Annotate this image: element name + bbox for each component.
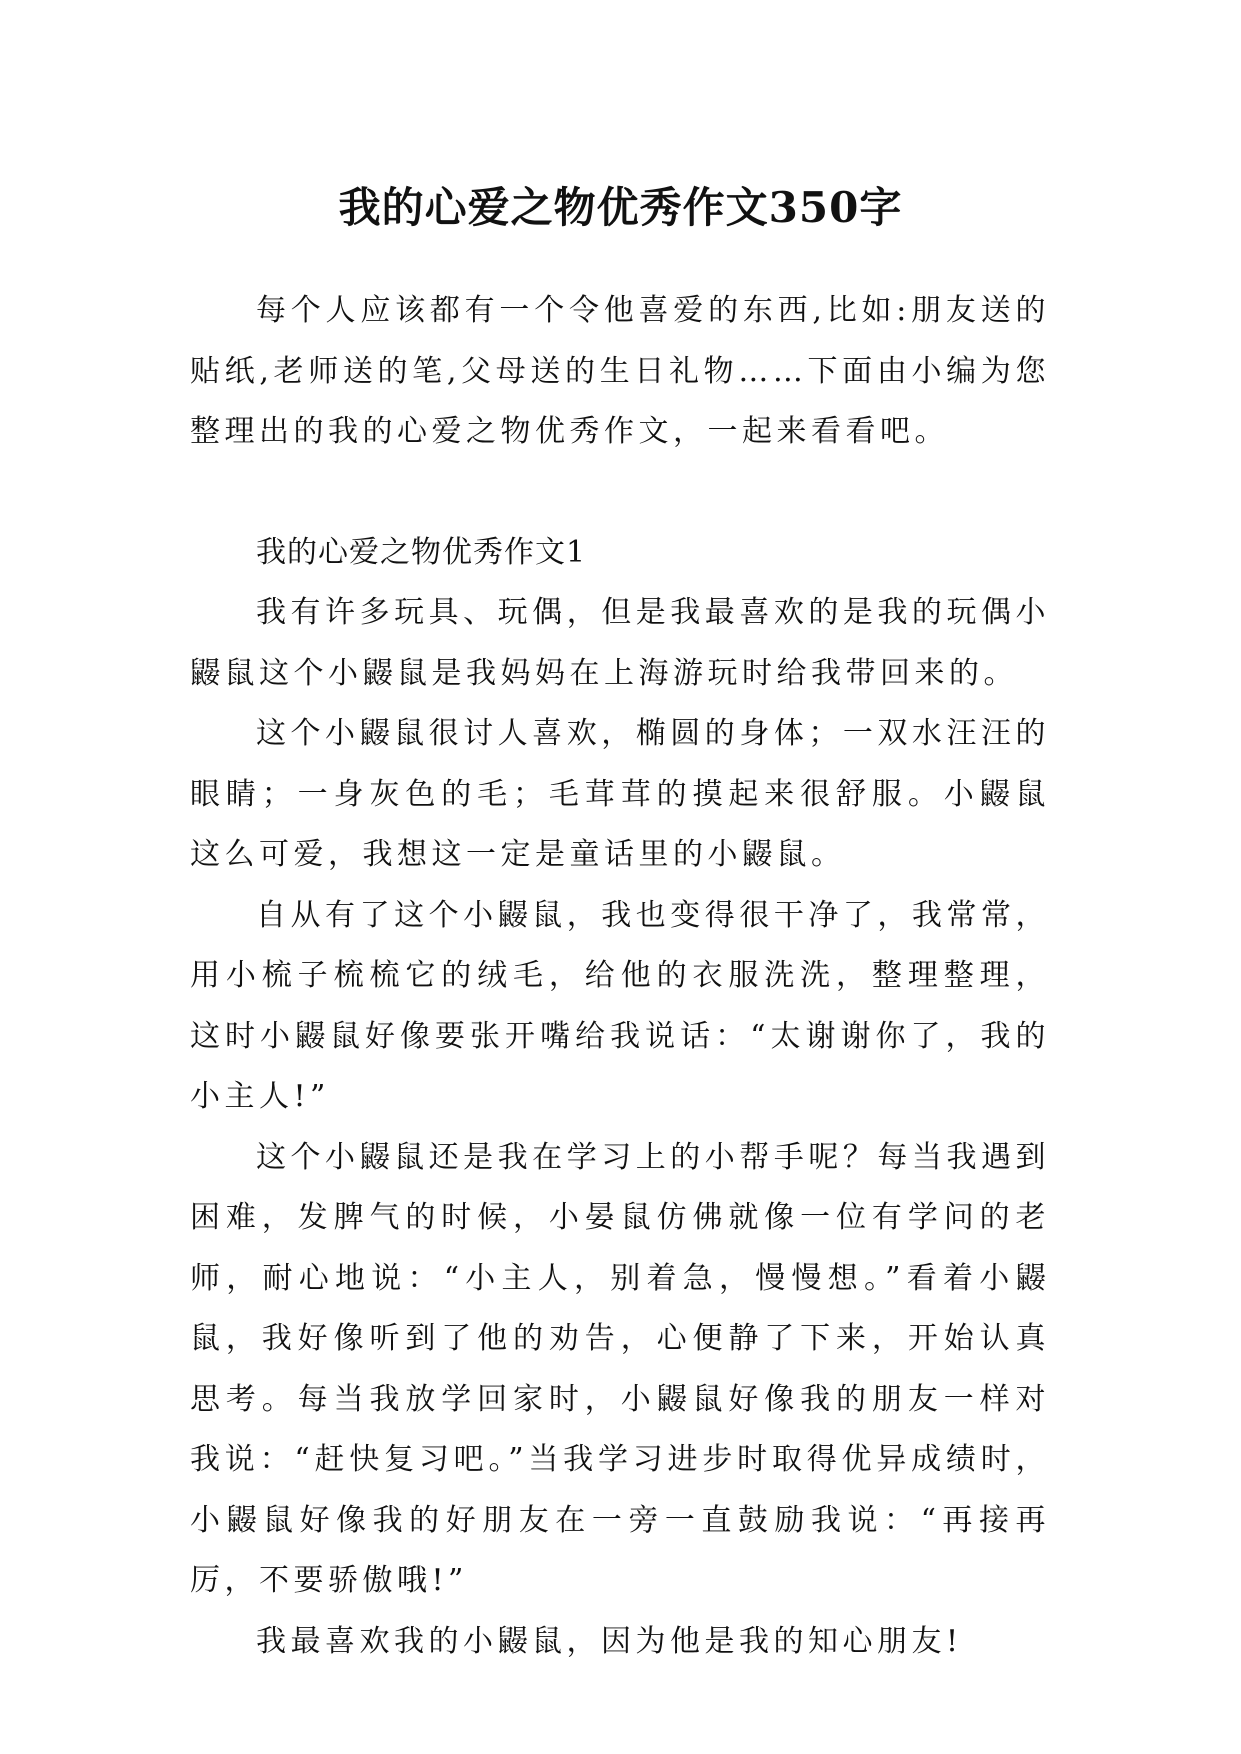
paragraph-spacer	[190, 463, 1050, 523]
essay-paragraph-1: 我有许多玩具、玩偶，但是我最喜欢的是我的玩偶小鼹鼠这个小鼹鼠是我妈妈在上海游玩时给我带回来的。	[190, 595, 1050, 691]
document-title: 我的心爱之物优秀作文350字	[338, 183, 903, 233]
intro-paragraph: 每个人应该都有一个令他喜爱的东西,比如:朋友送的贴纸,老师送的笔,父母送的生日礼物……下面由小编为您整理出的我的心爱之物优秀作文，一起来看看吧。	[190, 293, 1050, 449]
essay-paragraph-4: 这个小鼹鼠还是我在学习上的小帮手呢？每当我遇到困难，发脾气的时候，小晏鼠仿佛就像一位有学问的老师，耐心地说：“小主人，别着急，慢慢想。”看着小鼹鼠，我好像听到了他的劝告，心便静了下来，开始认真思考。每当我放学回家时，小鼹鼠好像我的朋友一样对我说：“赶快复习吧。”当我学习进步时取得优异成绩时，小鼹鼠好像我的好朋友在一旁一直鼓励我说：“再接再厉，不要骄傲哦!”	[190, 1139, 1050, 1598]
essay-paragraph-3: 自从有了这个小鼹鼠，我也变得很干净了，我常常，用小梳子梳梳它的绒毛，给他的衣服洗洗，整理整理，这时小鼹鼠好像要张开嘴给我说话：“太谢谢你了，我的小主人!”	[190, 897, 1050, 1114]
essay-paragraph-5: 我最喜欢我的小鼹鼠，因为他是我的知心朋友!	[256, 1623, 963, 1659]
section-title: 我的心爱之物优秀作文1	[256, 534, 587, 570]
essay-paragraph-2: 这个小鼹鼠很讨人喜欢，椭圆的身体；一双水汪汪的眼睛；一身灰色的毛；毛茸茸的摸起来很舒服。小鼹鼠这么可爱，我想这一定是童话里的小鼹鼠。	[190, 716, 1050, 872]
document-body	[190, 281, 1050, 1672]
